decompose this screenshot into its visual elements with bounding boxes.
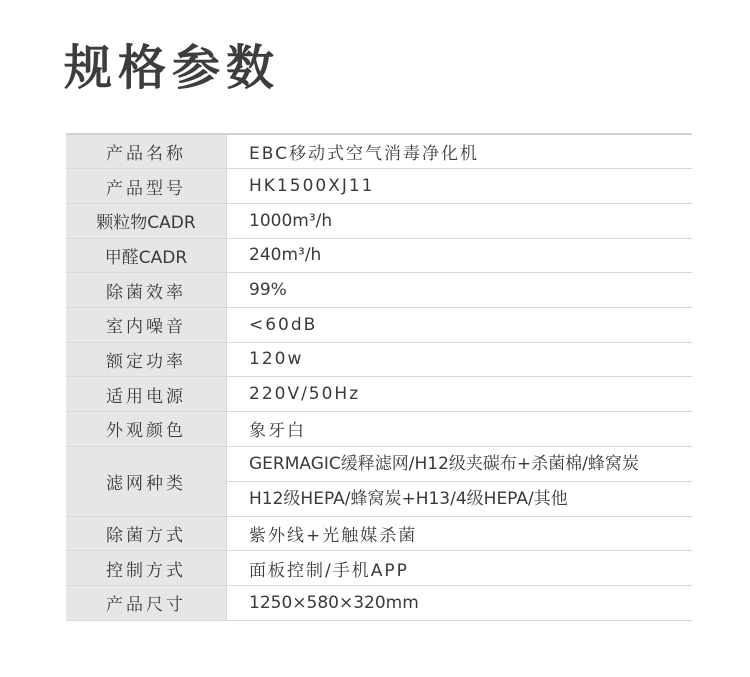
spec-value: 象牙白	[227, 412, 693, 447]
table-row	[66, 307, 692, 342]
spec-table	[66, 133, 692, 621]
table-row	[66, 446, 692, 516]
table-row	[66, 134, 692, 169]
table-row	[66, 412, 692, 447]
spec-value: 240m³/h	[227, 238, 693, 273]
spec-value-line: H12级HEPA/蜂窝炭+H13/4级HEPA/其他	[227, 481, 692, 516]
spec-value: 99%	[227, 273, 693, 308]
spec-value-multiline	[227, 446, 693, 516]
spec-value: 紫外线+光触媒杀菌	[227, 516, 693, 551]
spec-label: 滤网种类	[66, 446, 227, 516]
spec-value: HK1500XJ11	[227, 169, 693, 204]
spec-label: 甲醛CADR	[66, 238, 227, 273]
table-row	[66, 238, 692, 273]
spec-label: 颗粒物CADR	[66, 203, 227, 238]
spec-value: 1000m³/h	[227, 203, 693, 238]
spec-value-line: GERMAGIC缓释滤网/H12级夹碳布+杀菌棉/蜂窝炭	[249, 453, 639, 474]
table-row	[66, 551, 692, 586]
table-row	[66, 516, 692, 551]
table-row	[66, 342, 692, 377]
spec-label: 控制方式	[66, 551, 227, 586]
table-row	[66, 377, 692, 412]
table-row	[66, 273, 692, 308]
spec-value: EBC移动式空气消毒净化机	[227, 134, 693, 169]
spec-label: 产品名称	[66, 134, 227, 169]
page-title: 规格参数	[64, 40, 281, 96]
table-row	[66, 586, 692, 621]
spec-label: 外观颜色	[66, 412, 227, 447]
table-row	[66, 203, 692, 238]
table-row	[66, 169, 692, 204]
spec-value: 120w	[227, 342, 693, 377]
spec-value: 1250×580×320mm	[227, 586, 693, 621]
spec-label: 适用电源	[66, 377, 227, 412]
spec-label: 室内噪音	[66, 307, 227, 342]
spec-label: 产品型号	[66, 169, 227, 204]
spec-value: <60dB	[227, 307, 693, 342]
spec-label: 除菌效率	[66, 273, 227, 308]
spec-label: 额定功率	[66, 342, 227, 377]
spec-label: 除菌方式	[66, 516, 227, 551]
spec-value: 面板控制/手机APP	[227, 551, 693, 586]
spec-label: 产品尺寸	[66, 586, 227, 621]
spec-value: 220V/50Hz	[227, 377, 693, 412]
